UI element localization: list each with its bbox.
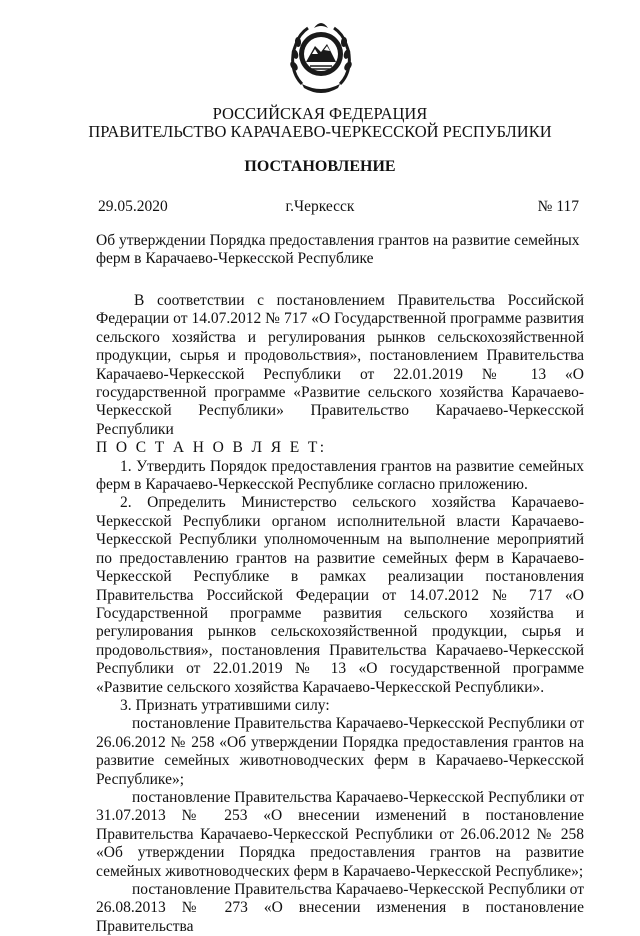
country-heading: РОССИЙСКАЯ ФЕДЕРАЦИЯ	[212, 104, 428, 123]
item-paragraph-3: 3. Признать утратившими силу:	[120, 696, 330, 714]
document-body	[96, 292, 584, 936]
document-number: № 117	[537, 198, 579, 215]
document-subject: Об утверждении Порядка предоставления грантов на развитие семейных ферм в Карачаево-Черкесской Республике	[96, 232, 580, 267]
item-paragraph-1: 1. Утвердить Порядок предоставления грантов на развитие семейных ферм в Карачаево-Черкесской Республике согласно приложению.	[96, 457, 584, 494]
document-date: 29.05.2020	[98, 198, 168, 215]
preamble-paragraph: В соответствии с постановлением Правительства Российской Федерации от 14.07.2012 № 717 «О Государственной программе развития сельского хозяйства и регулирования рынков сельскохозяйственной продукции, сырья и продовольствия», постановлением Правительства Карачаево-Черкесской Республики от 22.01.2019 № 13 «О государственной программе «Развитие сельского хозяйства Карачаево-Черкесской Республики» Правительство Карачаево-Черкесской Республики	[96, 292, 584, 438]
coat-of-arms-icon	[288, 14, 354, 94]
repealed-paragraph-2: постановление Правительства Карачаево-Черкесской Республики от 31.07.2013 № 253 «О внесении изменений в постановление Правительства Карачаево-Черкесской Республики от 26.06.2012 № 258 «Об утверждении Порядка предоставления грантов на развитие семейных животноводческих ферм в Карачаево-Черкесской Республике»;	[96, 788, 584, 880]
item-paragraph-2: 2. Определить Министерство сельского хозяйства Карачаево-Черкесской Республики органом исполнительной власти Карачаево-Черкесской Республики уполномоченным на выполнение мероприятий по предоставлению грантов на развитие семейных ферм в Карачаево-Черкесской Республике в рамках реализации постановления Правительства Российской Федерации от 14.07.2012 № 717 «О Государственной программе развития сельского хозяйства и регулирования рынков сельскохозяйственной продукции, сырья и продовольствия», постановления Правительства Карачаево-Черкесской Республики от 22.01.2019 № 13 «О государственной программе «Развитие сельского хозяйства Карачаево-Черкесской Республики».	[96, 494, 584, 696]
document-city: г.Черкесск	[285, 198, 355, 215]
repealed-paragraph-3: постановление Правительства Карачаево-Черкесской Республики от 26.08.2013 № 273 «О внесении изменения в постановление Правительства	[96, 881, 584, 935]
repealed-paragraph-1: постановление Правительства Карачаево-Черкесской Республики от 26.06.2012 № 258 «Об утверждении Порядка предоставления грантов на развитие семейных животноводческих ферм в Карачаево-Черкесской Республике»;	[96, 715, 584, 788]
government-heading: ПРАВИТЕЛЬСТВО КАРАЧАЕВО-ЧЕРКЕССКОЙ РЕСПУБЛИКИ	[88, 122, 552, 141]
resolves-heading: П О С Т А Н О В Л Я Е Т:	[96, 439, 327, 457]
document-type-title: ПОСТАНОВЛЕНИЕ	[244, 158, 396, 175]
